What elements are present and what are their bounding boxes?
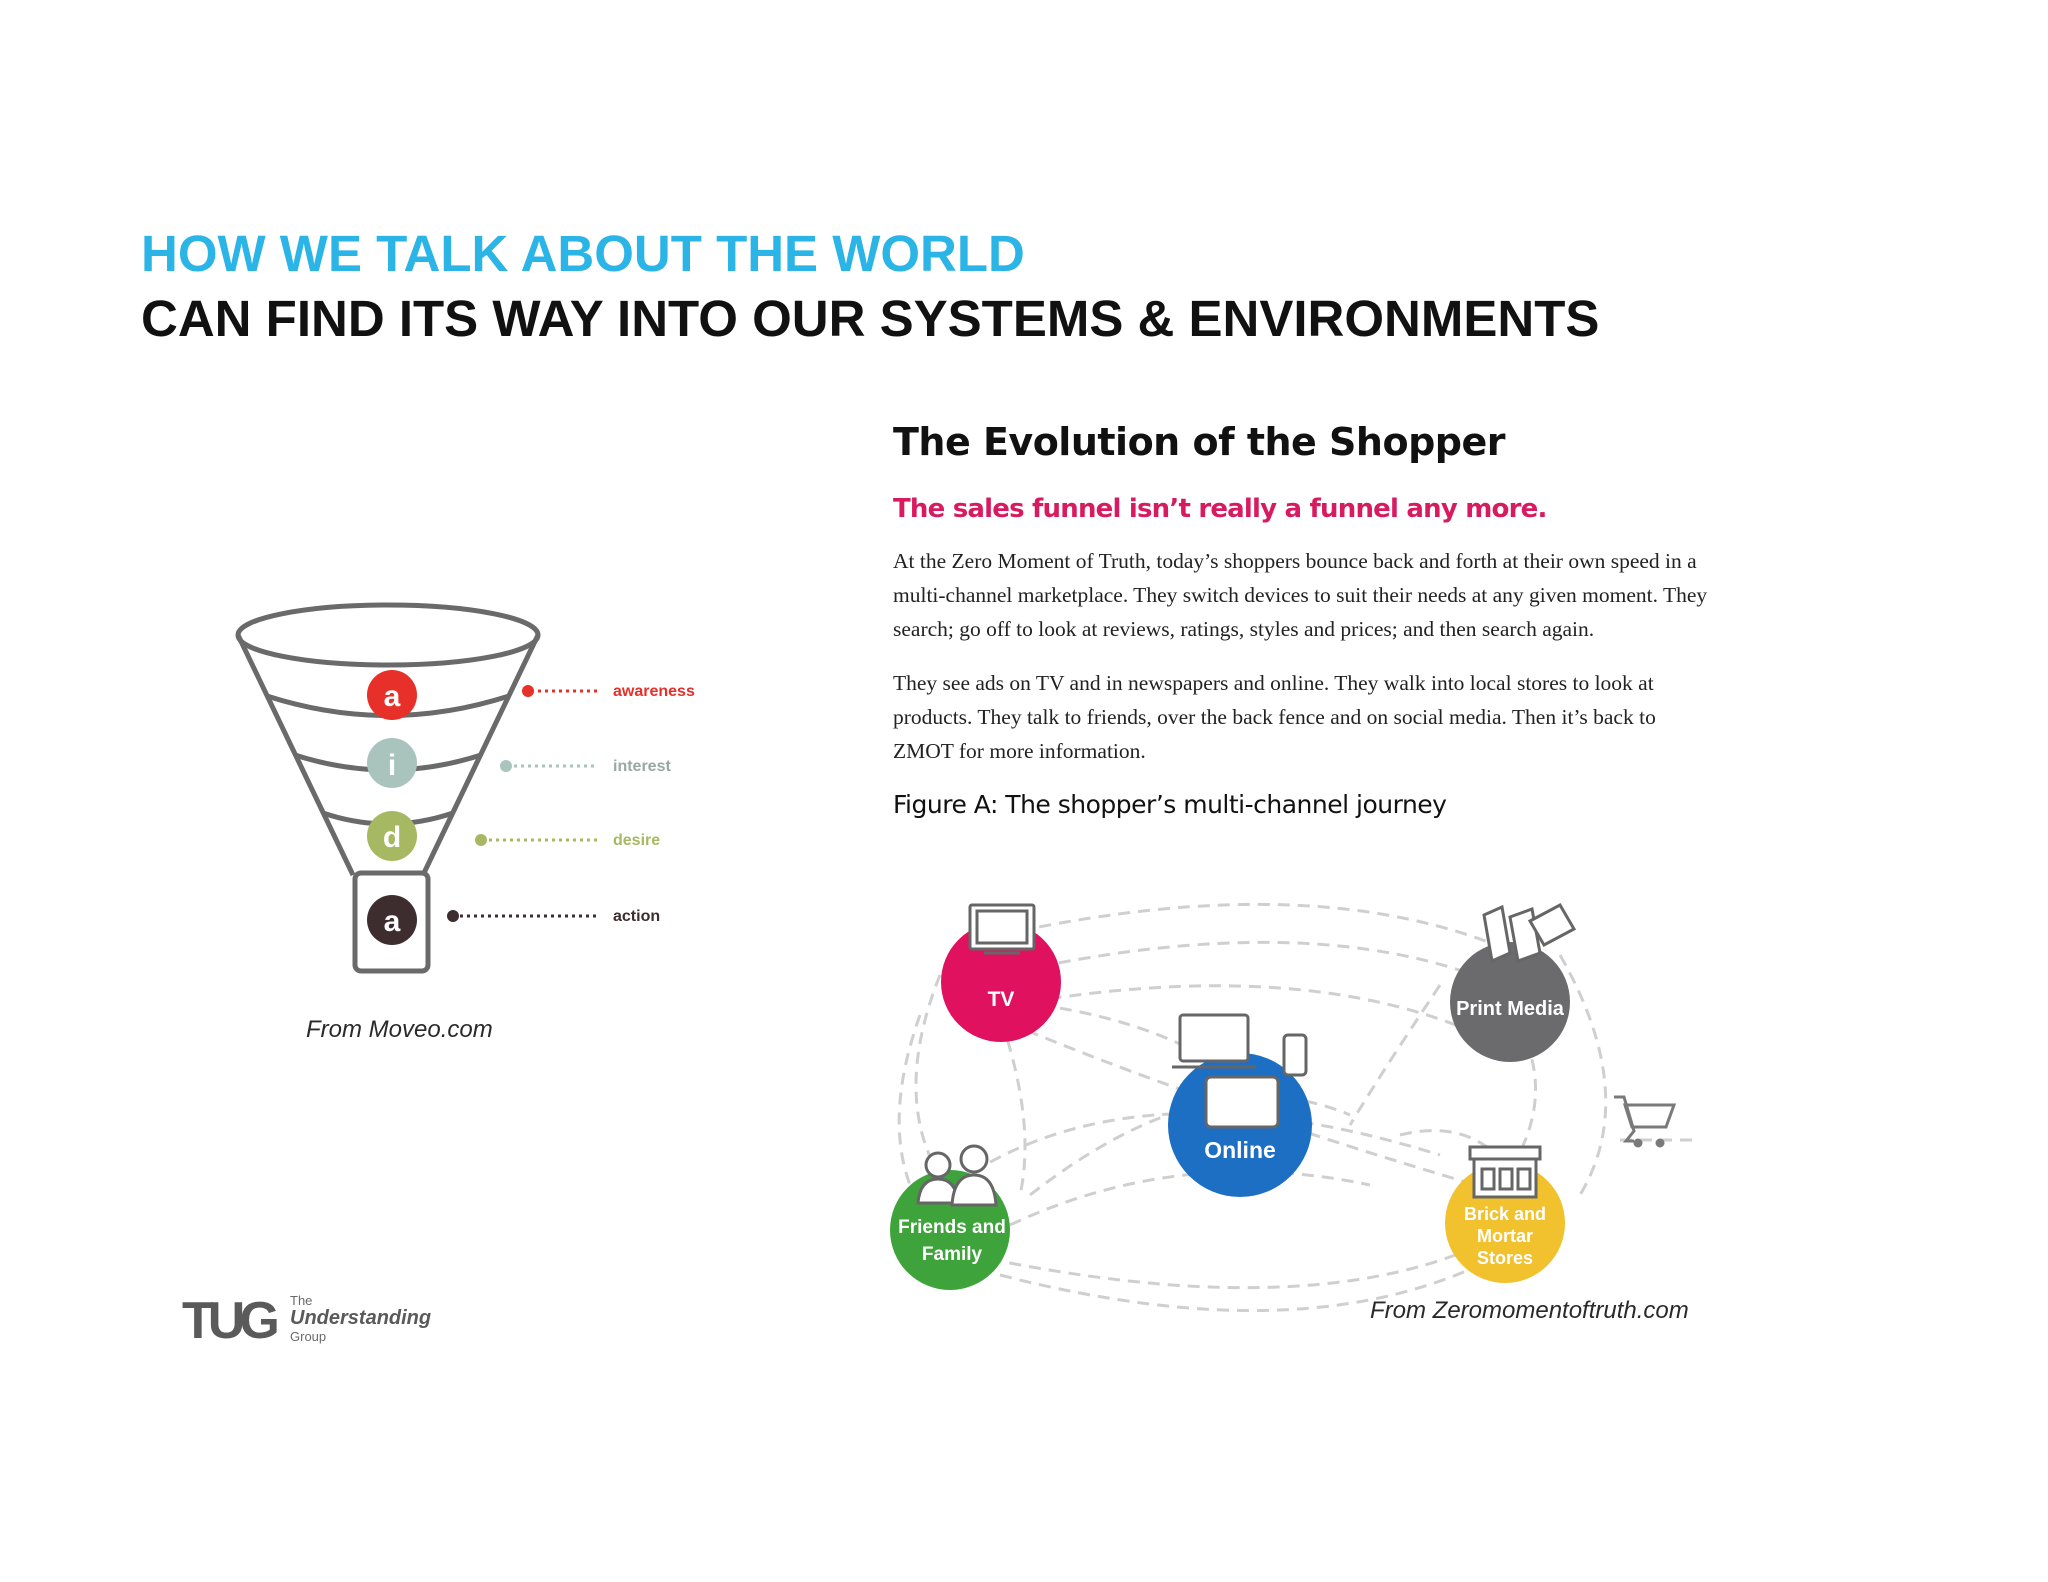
online-node-label: Online xyxy=(1204,1137,1276,1163)
stage-interest-letter: i xyxy=(387,749,397,782)
stage-desire-label: desire xyxy=(613,832,661,849)
interest-leader-dot xyxy=(500,760,512,772)
funnel-source-caption: From Moveo.com xyxy=(306,1016,493,1043)
article-title: The Evolution of the Shopper xyxy=(893,420,1505,464)
tv-node-label: TV xyxy=(987,988,1015,1011)
figure-caption: Figure A: The shopper’s multi-channel journey xyxy=(893,790,1447,819)
awareness-leader-dot xyxy=(522,685,534,697)
brick-mortar-label-line-3: Stores xyxy=(1476,1248,1534,1268)
friends-family-label-line-2: Family xyxy=(921,1244,983,1265)
stage-action-label: action xyxy=(613,908,661,925)
print-media-node-label: Print Media xyxy=(1456,998,1564,1020)
article-paragraph-1: At the Zero Moment of Truth, today’s shoppers bounce back and forth at their own speed in a multi-channel marketplace. They switch devices to suit their needs at any given moment. They search; go off to look at reviews, ratings, styles and prices; and then search again. xyxy=(893,549,1708,641)
stage-action-letter: a xyxy=(383,905,401,938)
journey-source-caption: From Zeromomentoftruth.com xyxy=(1370,1297,1689,1324)
tug-logo-line-2: Understanding xyxy=(290,1307,432,1329)
stage-interest-label: interest xyxy=(613,758,671,775)
brick-mortar-label-line-2: Mortar xyxy=(1476,1226,1534,1246)
storefront-icon xyxy=(1470,1147,1540,1197)
headline-secondary: CAN FIND ITS WAY INTO OUR SYSTEMS & ENVIRONMENTS xyxy=(141,290,1600,347)
newspaper-icon xyxy=(1484,905,1574,961)
shopper-journey-diagram xyxy=(880,895,1700,1325)
tug-logo-mark: TUG xyxy=(182,1292,274,1346)
article-subtitle: The sales funnel isn’t really a funnel any more. xyxy=(893,494,1547,524)
action-leader-dot xyxy=(447,910,459,922)
tug-logo-line-3: Group xyxy=(290,1329,327,1344)
brick-mortar-label-line-1: Brick and xyxy=(1463,1204,1547,1224)
aida-funnel-diagram xyxy=(225,595,725,995)
article-excerpt xyxy=(893,420,1713,819)
stage-awareness-letter: a xyxy=(383,680,401,713)
tug-logo xyxy=(182,1290,442,1346)
stage-awareness-label: awareness xyxy=(613,683,695,700)
funnel-rim xyxy=(238,605,538,665)
stage-desire-letter: d xyxy=(382,821,402,854)
article-paragraph-2: They see ads on TV and in newspapers and online. They walk into local stores to look at products. They talk to friends, over the back fence and on social media. Then it’s back to ZMOT for more information. xyxy=(893,671,1656,763)
tv-icon xyxy=(970,905,1034,953)
tug-logo-line-1: The xyxy=(290,1293,313,1308)
headline-primary: HOW WE TALK ABOUT THE WORLD xyxy=(141,225,1025,282)
desire-leader-dot xyxy=(475,834,487,846)
friends-family-label-line-1: Friends and xyxy=(898,1217,1006,1238)
